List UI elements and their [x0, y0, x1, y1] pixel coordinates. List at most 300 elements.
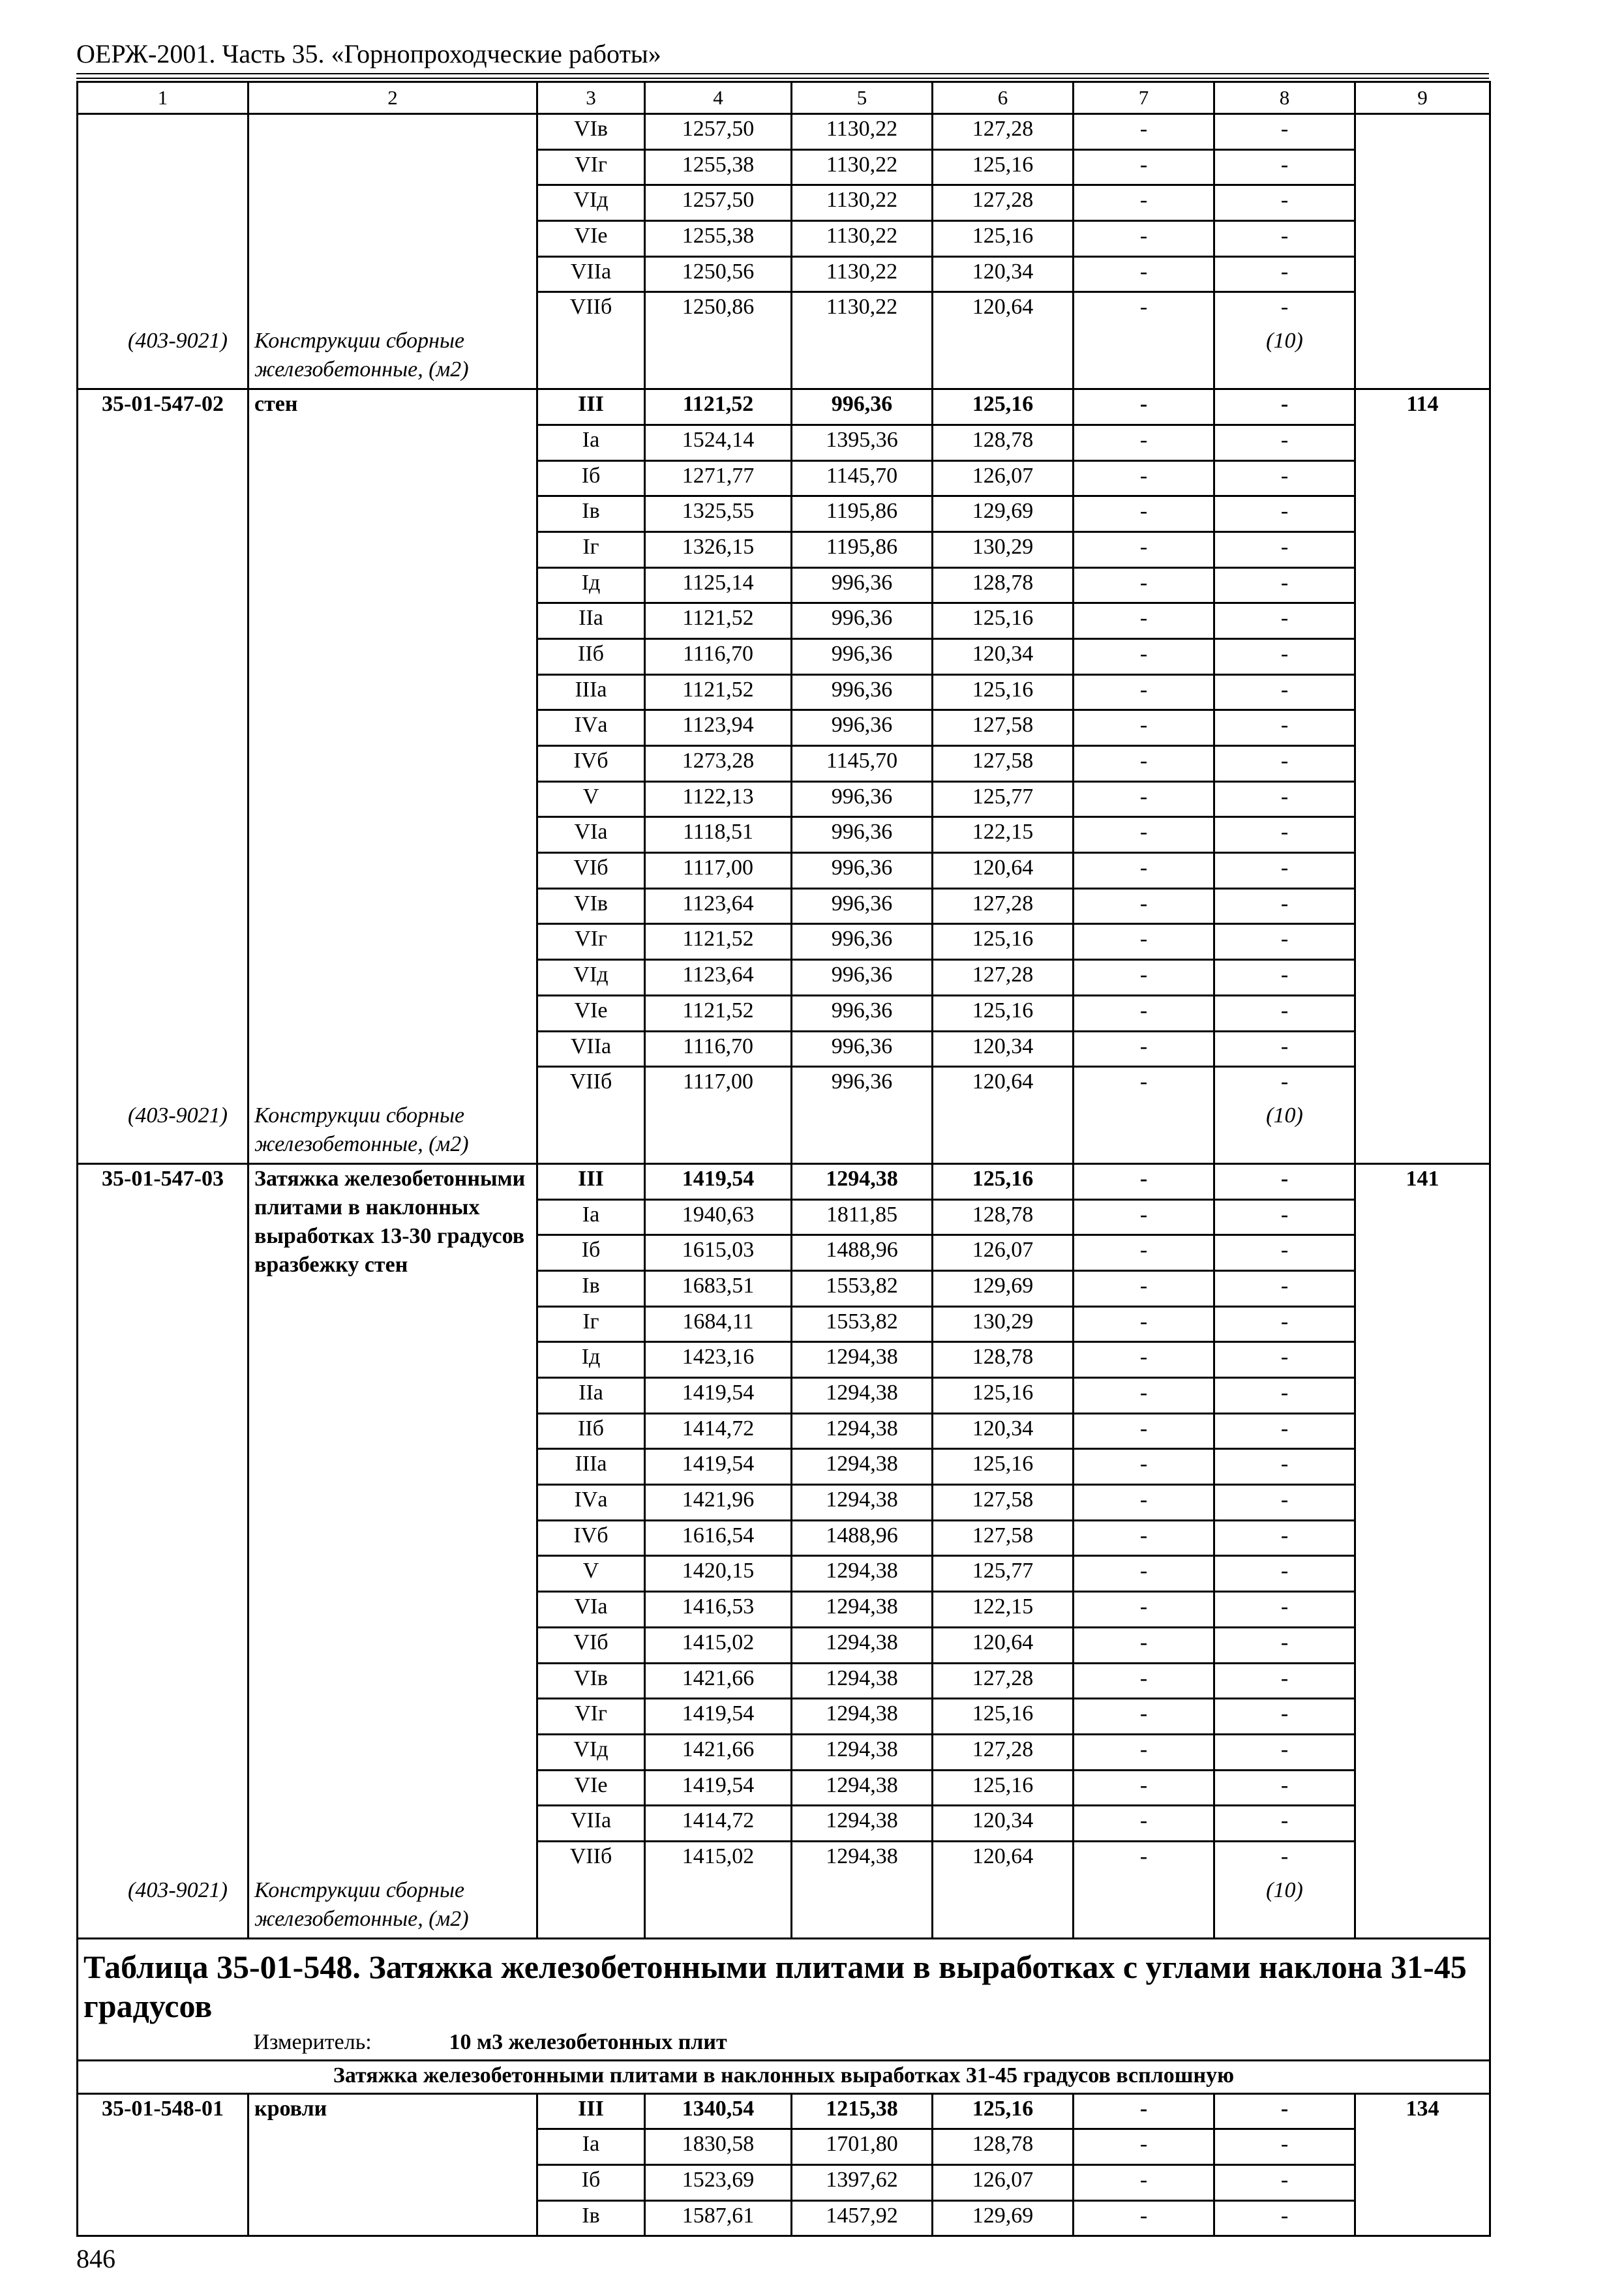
zone-code: VIд: [537, 960, 645, 996]
labor-cost: 1294,38: [792, 1841, 933, 1876]
table-row: [78, 1627, 1490, 1663]
table-row: [78, 389, 1490, 425]
zone-code: VIг: [537, 149, 645, 185]
material-cost: -: [1214, 1806, 1355, 1842]
norm-code: [78, 531, 248, 567]
work-name: [248, 425, 537, 460]
machine-cost: 122,15: [933, 1592, 1074, 1628]
driver-cost: -: [1074, 1163, 1214, 1199]
labor-cost: 1294,38: [792, 1342, 933, 1378]
machine-cost: 128,78: [933, 2129, 1074, 2165]
machine-cost: 128,78: [933, 1199, 1074, 1235]
table-row: [78, 221, 1490, 257]
work-name: [248, 1627, 537, 1663]
work-name: [248, 531, 537, 567]
zone-code: IVб: [537, 746, 645, 782]
machine-cost: 120,34: [933, 1413, 1074, 1449]
norm-code: [78, 781, 248, 817]
subheading: Затяжка железобетонными плитами в наклонных выработках 31-45 градусов всплошную: [78, 2060, 1490, 2093]
work-name: [248, 1592, 537, 1628]
table-row: [78, 924, 1490, 960]
labor-cost: 1294,38: [792, 1770, 933, 1806]
machine-cost: 126,07: [933, 2165, 1074, 2201]
material-cost: -: [1214, 710, 1355, 746]
machine-cost: 125,77: [933, 781, 1074, 817]
machine-cost: 120,64: [933, 292, 1074, 327]
labor-hours: [1355, 1592, 1490, 1628]
labor-hours: [1355, 1485, 1490, 1521]
table-row: [78, 817, 1490, 853]
zone-code: IIа: [537, 603, 645, 639]
machine-cost: 127,28: [933, 185, 1074, 221]
driver-cost: -: [1074, 1806, 1214, 1842]
material-cost: -: [1214, 1556, 1355, 1592]
driver-cost: -: [1074, 1841, 1214, 1876]
zone-code: VIIа: [537, 1806, 645, 1842]
table-row: [78, 567, 1490, 603]
inclusion-qty: (10): [1214, 1101, 1355, 1164]
machine-cost: 128,78: [933, 1342, 1074, 1378]
total-cost: 1419,54: [645, 1378, 792, 1414]
labor-hours: [1355, 2129, 1490, 2165]
table-row: [78, 1342, 1490, 1378]
empty-cell: [1074, 327, 1214, 389]
machine-cost: 125,16: [933, 1163, 1074, 1199]
material-cost: -: [1214, 2200, 1355, 2236]
labor-hours: [1355, 496, 1490, 532]
column-number: 8: [1214, 82, 1355, 114]
labor-cost: 996,36: [792, 817, 933, 853]
labor-hours: [1355, 1627, 1490, 1663]
column-number: 7: [1074, 82, 1214, 114]
driver-cost: -: [1074, 425, 1214, 460]
driver-cost: -: [1074, 1031, 1214, 1067]
norm-code: [78, 853, 248, 889]
labor-cost: 996,36: [792, 924, 933, 960]
labor-hours: [1355, 1520, 1490, 1556]
driver-cost: -: [1074, 2200, 1214, 2236]
total-cost: 1326,15: [645, 531, 792, 567]
labor-hours: [1355, 746, 1490, 782]
material-cost: -: [1214, 960, 1355, 996]
labor-cost: 1294,38: [792, 1413, 933, 1449]
machine-cost: 120,34: [933, 1031, 1074, 1067]
material-cost: -: [1214, 567, 1355, 603]
labor-cost: 996,36: [792, 1067, 933, 1101]
table-row: [78, 995, 1490, 1031]
material-cost: -: [1214, 256, 1355, 292]
total-cost: 1250,86: [645, 292, 792, 327]
material-cost: -: [1214, 531, 1355, 567]
total-cost: 1415,02: [645, 1627, 792, 1663]
labor-hours: [1355, 995, 1490, 1031]
labor-cost: 1195,86: [792, 496, 933, 532]
work-name: [248, 2165, 537, 2201]
machine-cost: 125,16: [933, 674, 1074, 710]
material-cost: -: [1214, 638, 1355, 674]
norm-code: [78, 2165, 248, 2201]
driver-cost: -: [1074, 256, 1214, 292]
machine-cost: 127,28: [933, 114, 1074, 150]
table-row: [78, 1031, 1490, 1067]
driver-cost: -: [1074, 746, 1214, 782]
work-name: стен: [248, 389, 537, 425]
work-name: [248, 1378, 537, 1414]
rates-table: [76, 81, 1491, 2237]
labor-hours: [1355, 1031, 1490, 1067]
material-cost: -: [1214, 1413, 1355, 1449]
zone-code: Iб: [537, 2165, 645, 2201]
zone-code: Iв: [537, 2200, 645, 2236]
driver-cost: -: [1074, 1342, 1214, 1378]
norm-code: [78, 674, 248, 710]
driver-cost: -: [1074, 149, 1214, 185]
norm-code: [78, 995, 248, 1031]
material-cost: -: [1214, 149, 1355, 185]
labor-cost: 996,36: [792, 888, 933, 924]
norm-code: [78, 1556, 248, 1592]
table-row: [78, 1067, 1490, 1101]
column-number: 3: [537, 82, 645, 114]
labor-cost: 1553,82: [792, 1306, 933, 1342]
work-name: [248, 1734, 537, 1770]
labor-hours: [1355, 710, 1490, 746]
table-row: [78, 603, 1490, 639]
inclusion-row: [78, 327, 1490, 389]
driver-cost: -: [1074, 1199, 1214, 1235]
total-cost: 1419,54: [645, 1449, 792, 1485]
table-row: [78, 256, 1490, 292]
table-row: [78, 531, 1490, 567]
zone-code: IIIа: [537, 674, 645, 710]
zone-code: V: [537, 781, 645, 817]
work-name: [248, 781, 537, 817]
empty-cell: [1355, 327, 1490, 389]
total-cost: 1121,52: [645, 603, 792, 639]
work-name: [248, 674, 537, 710]
norm-code: [78, 817, 248, 853]
material-cost: -: [1214, 2129, 1355, 2165]
work-name: [248, 1031, 537, 1067]
machine-cost: 125,77: [933, 1556, 1074, 1592]
total-cost: 1523,69: [645, 2165, 792, 2201]
zone-code: VIа: [537, 817, 645, 853]
machine-cost: 127,58: [933, 1520, 1074, 1556]
driver-cost: -: [1074, 1699, 1214, 1735]
driver-cost: -: [1074, 1449, 1214, 1485]
work-name: [248, 1699, 537, 1735]
zone-code: Iв: [537, 1270, 645, 1306]
total-cost: 1587,61: [645, 2200, 792, 2236]
work-name: [248, 1556, 537, 1592]
machine-cost: 129,69: [933, 1270, 1074, 1306]
total-cost: 1121,52: [645, 674, 792, 710]
machine-cost: 120,64: [933, 1067, 1074, 1101]
empty-cell: [537, 1101, 645, 1164]
norm-code: 35-01-547-02: [78, 389, 248, 425]
labor-hours: [1355, 1342, 1490, 1378]
driver-cost: -: [1074, 1235, 1214, 1271]
labor-cost: 1397,62: [792, 2165, 933, 2201]
driver-cost: -: [1074, 853, 1214, 889]
norm-code: [78, 1235, 248, 1271]
machine-cost: 128,78: [933, 425, 1074, 460]
empty-cell: [1355, 1876, 1490, 1939]
labor-cost: 996,36: [792, 389, 933, 425]
norm-code: [78, 1770, 248, 1806]
work-name: [248, 496, 537, 532]
driver-cost: -: [1074, 2129, 1214, 2165]
labor-cost: 996,36: [792, 567, 933, 603]
labor-cost: 1395,36: [792, 425, 933, 460]
labor-cost: 1553,82: [792, 1270, 933, 1306]
labor-hours: [1355, 185, 1490, 221]
work-name: [248, 2129, 537, 2165]
driver-cost: -: [1074, 1067, 1214, 1101]
total-cost: 1117,00: [645, 1067, 792, 1101]
driver-cost: -: [1074, 781, 1214, 817]
total-cost: 1684,11: [645, 1306, 792, 1342]
material-cost: -: [1214, 2165, 1355, 2201]
table-row: [78, 853, 1490, 889]
norm-code: [78, 114, 248, 150]
material-cost: -: [1214, 389, 1355, 425]
zone-code: Iд: [537, 567, 645, 603]
machine-cost: 126,07: [933, 1235, 1074, 1271]
driver-cost: -: [1074, 1556, 1214, 1592]
material-cost: -: [1214, 1841, 1355, 1876]
driver-cost: -: [1074, 1627, 1214, 1663]
driver-cost: -: [1074, 710, 1214, 746]
labor-hours: [1355, 1270, 1490, 1306]
labor-hours: [1355, 1067, 1490, 1101]
inclusion-code: (403-9021): [78, 327, 248, 389]
norm-code: [78, 924, 248, 960]
labor-hours: [1355, 1235, 1490, 1271]
table-row: [78, 1163, 1490, 1199]
table-row: [78, 149, 1490, 185]
work-name: [248, 1806, 537, 1842]
driver-cost: -: [1074, 638, 1214, 674]
zone-code: VIв: [537, 1663, 645, 1699]
zone-code: V: [537, 1556, 645, 1592]
labor-hours: [1355, 924, 1490, 960]
driver-cost: -: [1074, 995, 1214, 1031]
total-cost: 1830,58: [645, 2129, 792, 2165]
work-name: [248, 888, 537, 924]
labor-hours: [1355, 1449, 1490, 1485]
inclusion-row: [78, 1101, 1490, 1164]
machine-cost: 120,34: [933, 256, 1074, 292]
column-number: 5: [792, 82, 933, 114]
zone-code: VIг: [537, 924, 645, 960]
page-header: ОЕРЖ-2001. Часть 35. «Горнопроходческие работы»: [76, 39, 661, 68]
machine-cost: 125,16: [933, 2093, 1074, 2129]
empty-cell: [537, 327, 645, 389]
driver-cost: -: [1074, 2165, 1214, 2201]
machine-cost: 120,64: [933, 853, 1074, 889]
work-name: [248, 256, 537, 292]
table-row: [78, 1520, 1490, 1556]
labor-hours: [1355, 1699, 1490, 1735]
norm-code: [78, 567, 248, 603]
labor-cost: 1294,38: [792, 1485, 933, 1521]
table-row: [78, 2093, 1490, 2129]
norm-code: [78, 1031, 248, 1067]
total-cost: 1117,00: [645, 853, 792, 889]
total-cost: 1419,54: [645, 1770, 792, 1806]
empty-cell: [1074, 1876, 1214, 1939]
driver-cost: -: [1074, 960, 1214, 996]
empty-cell: [792, 1876, 933, 1939]
driver-cost: -: [1074, 2093, 1214, 2129]
norm-code: [78, 1520, 248, 1556]
column-number: 9: [1355, 82, 1490, 114]
norm-code: [78, 1270, 248, 1306]
machine-cost: 127,28: [933, 888, 1074, 924]
zone-code: Iд: [537, 1342, 645, 1378]
work-name: [248, 746, 537, 782]
zone-code: VIд: [537, 185, 645, 221]
work-name: [248, 1067, 537, 1101]
norm-code: [78, 888, 248, 924]
labor-hours: [1355, 114, 1490, 150]
driver-cost: -: [1074, 674, 1214, 710]
norm-code: [78, 1378, 248, 1414]
labor-cost: 996,36: [792, 960, 933, 996]
norm-code: [78, 1734, 248, 1770]
total-cost: 1414,72: [645, 1806, 792, 1842]
column-number: 4: [645, 82, 792, 114]
zone-code: Iг: [537, 1306, 645, 1342]
labor-cost: 1130,22: [792, 185, 933, 221]
total-cost: 1255,38: [645, 149, 792, 185]
driver-cost: -: [1074, 185, 1214, 221]
table-row: [78, 1556, 1490, 1592]
zone-code: IIб: [537, 1413, 645, 1449]
total-cost: 1940,63: [645, 1199, 792, 1235]
material-cost: -: [1214, 1699, 1355, 1735]
total-cost: 1325,55: [645, 496, 792, 532]
driver-cost: -: [1074, 1378, 1214, 1414]
table-row: [78, 1378, 1490, 1414]
total-cost: 1524,14: [645, 425, 792, 460]
norm-code: 35-01-548-01: [78, 2093, 248, 2129]
measure-cell: [78, 2028, 248, 2061]
work-name: [248, 1841, 537, 1876]
column-number: 1: [78, 82, 248, 114]
machine-cost: 127,28: [933, 960, 1074, 996]
labor-hours: 114: [1355, 389, 1490, 425]
norm-code: [78, 292, 248, 327]
work-name: [248, 1485, 537, 1521]
labor-hours: [1355, 781, 1490, 817]
machine-cost: 127,58: [933, 746, 1074, 782]
norm-code: [78, 1627, 248, 1663]
zone-code: VIб: [537, 1627, 645, 1663]
work-name: [248, 1770, 537, 1806]
labor-cost: 1294,38: [792, 1449, 933, 1485]
empty-cell: [933, 327, 1074, 389]
material-cost: -: [1214, 1199, 1355, 1235]
driver-cost: -: [1074, 817, 1214, 853]
labor-cost: 1130,22: [792, 256, 933, 292]
table-row: [78, 425, 1490, 460]
norm-code: [78, 1806, 248, 1842]
table-row: [78, 746, 1490, 782]
inclusion-desc: Конструкции сборные железобетонные, (м2): [248, 1101, 537, 1164]
work-name: [248, 960, 537, 996]
work-name: кровли: [248, 2093, 537, 2129]
table-row: [78, 1413, 1490, 1449]
inclusion-desc: Конструкции сборные железобетонные, (м2): [248, 1876, 537, 1939]
inclusion-qty: (10): [1214, 327, 1355, 389]
norm-code: [78, 460, 248, 496]
total-cost: 1257,50: [645, 114, 792, 150]
table-row: [78, 1699, 1490, 1735]
total-cost: 1123,64: [645, 960, 792, 996]
machine-cost: 120,34: [933, 1806, 1074, 1842]
driver-cost: -: [1074, 1663, 1214, 1699]
driver-cost: -: [1074, 603, 1214, 639]
table-row: [78, 2129, 1490, 2165]
total-cost: 1125,14: [645, 567, 792, 603]
machine-cost: 125,16: [933, 603, 1074, 639]
total-cost: 1121,52: [645, 924, 792, 960]
labor-cost: 1130,22: [792, 114, 933, 150]
norm-code: [78, 603, 248, 639]
labor-cost: 996,36: [792, 853, 933, 889]
norm-code: [78, 960, 248, 996]
labor-hours: [1355, 1556, 1490, 1592]
labor-cost: 1294,38: [792, 1699, 933, 1735]
labor-cost: 1130,22: [792, 221, 933, 257]
zone-code: Iб: [537, 460, 645, 496]
labor-cost: 996,36: [792, 710, 933, 746]
machine-cost: 125,16: [933, 995, 1074, 1031]
zone-code: VIд: [537, 1734, 645, 1770]
labor-hours: [1355, 460, 1490, 496]
table-caption-row: [78, 1938, 1490, 2028]
labor-hours: [1355, 888, 1490, 924]
table-row: [78, 292, 1490, 327]
material-cost: -: [1214, 1592, 1355, 1628]
labor-cost: 1294,38: [792, 1806, 933, 1842]
zone-code: VIе: [537, 221, 645, 257]
header-rule: [76, 78, 1489, 79]
norm-code: [78, 710, 248, 746]
driver-cost: -: [1074, 1592, 1214, 1628]
norm-code: [78, 425, 248, 460]
table-row: [78, 1806, 1490, 1842]
driver-cost: -: [1074, 460, 1214, 496]
total-cost: 1116,70: [645, 1031, 792, 1067]
machine-cost: 120,34: [933, 638, 1074, 674]
labor-cost: 1701,80: [792, 2129, 933, 2165]
labor-cost: 1294,38: [792, 1592, 933, 1628]
machine-cost: 120,64: [933, 1841, 1074, 1876]
labor-cost: 1294,38: [792, 1627, 933, 1663]
driver-cost: -: [1074, 221, 1214, 257]
zone-code: III: [537, 1163, 645, 1199]
work-name: Затяжка железобетонными плитами в наклонных выработках 13-30 градусов вразбежку стен: [248, 1163, 537, 1341]
table-row: [78, 1770, 1490, 1806]
zone-code: VIа: [537, 1592, 645, 1628]
labor-cost: 996,36: [792, 1031, 933, 1067]
machine-cost: 126,07: [933, 460, 1074, 496]
labor-hours: [1355, 567, 1490, 603]
material-cost: -: [1214, 1235, 1355, 1271]
